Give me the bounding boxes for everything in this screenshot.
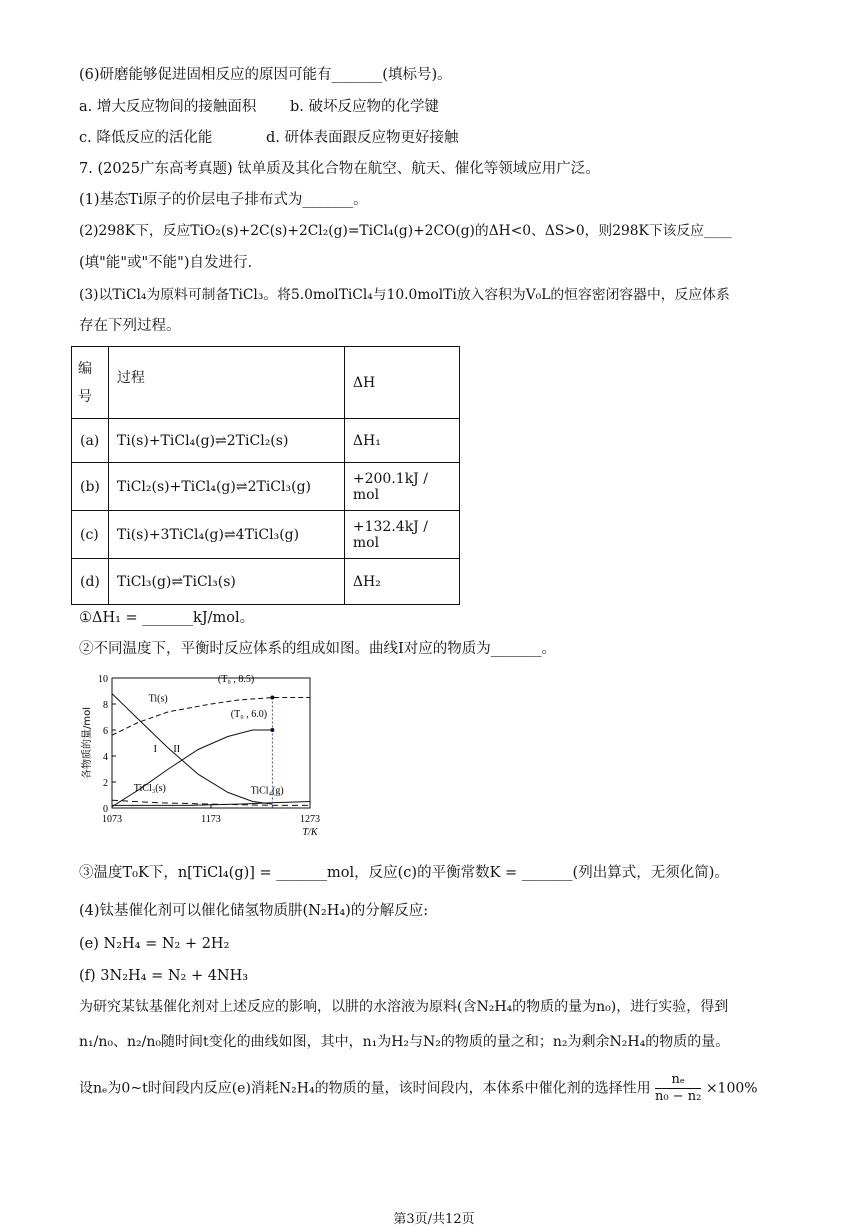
equilibrium-chart [80,672,330,844]
q7-part2-line1: (2)298K下，反应TiO₂(s)+2C(s)+2Cl₂(g)=TiCl₄(g)+2CO(g)的ΔH<0、ΔS>0，则298K下该反应____ [79,223,732,239]
table-row [72,463,460,511]
q6-option-b: b. 破坏反应物的化学键 [290,99,439,115]
y-axis-label: 各物质的量/mol [82,706,93,780]
row-dh: ΔH₂ [344,559,459,605]
q7-sub1: ①ΔH₁ = _______kJ/mol。 [79,610,255,626]
table-row [72,419,460,463]
q7-part2-line2: (填"能"或"不能")自发进行. [79,255,253,271]
series-label: I [153,744,157,756]
table-header-process: 过程 [108,347,344,419]
selectivity-fraction [655,1072,701,1105]
equation-f: (f) 3N₂H₄ = N₂ + 4NH₃ [79,968,249,984]
row-dh: +200.1kJ / mol [344,463,459,511]
q6-option-a: a. 增大反应物间的接触面积 [79,99,257,115]
q7-part3-line1: (3)以TiCl₄为原料可制备TiCl₃。将5.0molTiCl₄与10.0molTi放入容积为V₀L的恒容密闭容器中，反应体系 [79,287,730,303]
q7-part4-line1: 为研究某钛基催化剂对上述反应的影响，以肼的水溶液为原料(含N₂H₄的物质的量为n₀)，进行实验，得到 [79,999,729,1015]
q7-part4: (4)钛基催化剂可以催化储氢物质肼(N₂H₄)的分解反应: [79,903,429,919]
y-tick-label: 8 [103,700,108,711]
table-row [72,511,460,559]
q7-part3-line2: 存在下列过程。 [79,318,181,334]
series-label: II [173,744,181,756]
q7-part4-line3-text: 设nₑ为0~t时间段内反应(e)消耗N₂H₄的物质的量，该时间段内，本体系中催化剂的选择性用 [79,1080,651,1097]
q7-sub3: ③温度T₀K下，n[TiCl₄(g)] = _______mol，反应(c)的平衡常数K = _______(列出算式，无须化简)。 [79,865,729,881]
series-label: TiCl₄(g) [250,785,284,797]
table-header-dh: ΔH [344,347,459,419]
q7-part1: (1)基态Ti原子的价层电子排布式为_______。 [79,192,368,208]
equation-e: (e) N₂H₄ = N₂ + 2H₂ [79,936,230,952]
row-number: (c) [72,511,109,559]
x-axis-label: T/K [302,827,318,838]
t0-point-high [270,696,274,700]
fraction-numerator: nₑ [655,1072,701,1089]
annotation-label: (T₀ , 8.5) [217,673,255,685]
series-line [112,802,310,806]
y-tick-label: 2 [103,778,108,789]
x-tick-label: 1173 [201,814,221,825]
q6-stem: (6)研磨能够促进固相反应的原因可能有_______(填标号)。 [79,67,452,83]
series-line [112,698,310,736]
q7-title: 7. (2025广东高考真题) 钛单质及其化合物在航空、航天、催化等领域应用广泛。 [79,161,600,177]
y-tick-label: 4 [103,752,108,763]
q7-sub2: ②不同温度下，平衡时反应体系的组成如图。曲线Ⅰ对应的物质为_______。 [79,641,556,657]
y-tick-label: 6 [103,726,108,737]
row-process: TiCl₂(s)+TiCl₄(g)⇌2TiCl₃(g) [108,463,344,511]
y-tick-label: 10 [98,674,108,685]
fraction-tail: ×100% [705,1080,758,1097]
row-number: (b) [72,463,109,511]
row-dh: ΔH₁ [344,419,459,463]
t0-point-low [270,728,274,732]
q6-option-d: d. 研体表面跟反应物更好接触 [266,130,459,146]
row-number: (a) [72,419,109,463]
series-line [112,730,272,807]
q7-part4-line2: n₁/n₀、n₂/n₀随时间t变化的曲线如图，其中，n₁为H₂与N₂的物质的量之和；n₂为剩余N₂H₄的物质的量。 [79,1034,730,1050]
row-process: Ti(s)+TiCl₄(g)⇌2TiCl₂(s) [108,419,344,463]
row-dh: +132.4kJ / mol [344,511,459,559]
x-tick-label: 1073 [102,814,122,825]
table-header-row [72,347,460,419]
x-tick-label: 1273 [300,814,320,825]
table-row [72,559,460,605]
annotation-label: (T₀ , 6.0) [230,709,268,720]
q7-part4-line3 [79,1072,758,1105]
row-process: TiCl₃(g)⇌TiCl₃(s) [108,559,344,605]
y-tick-label: 0 [103,804,108,815]
series-label: Ti(s) [148,693,168,705]
table-header-number: 编号 [72,347,109,419]
row-number: (d) [72,559,109,605]
fraction-denominator: n₀ − n₂ [655,1089,702,1104]
row-process: Ti(s)+3TiCl₄(g)⇌4TiCl₃(g) [108,511,344,559]
process-table [71,346,460,605]
page-footer: 第3页/共12页 [393,1212,475,1227]
series-label: TiCl₃(s) [133,783,166,795]
q6-option-c: c. 降低反应的活化能 [79,130,213,146]
